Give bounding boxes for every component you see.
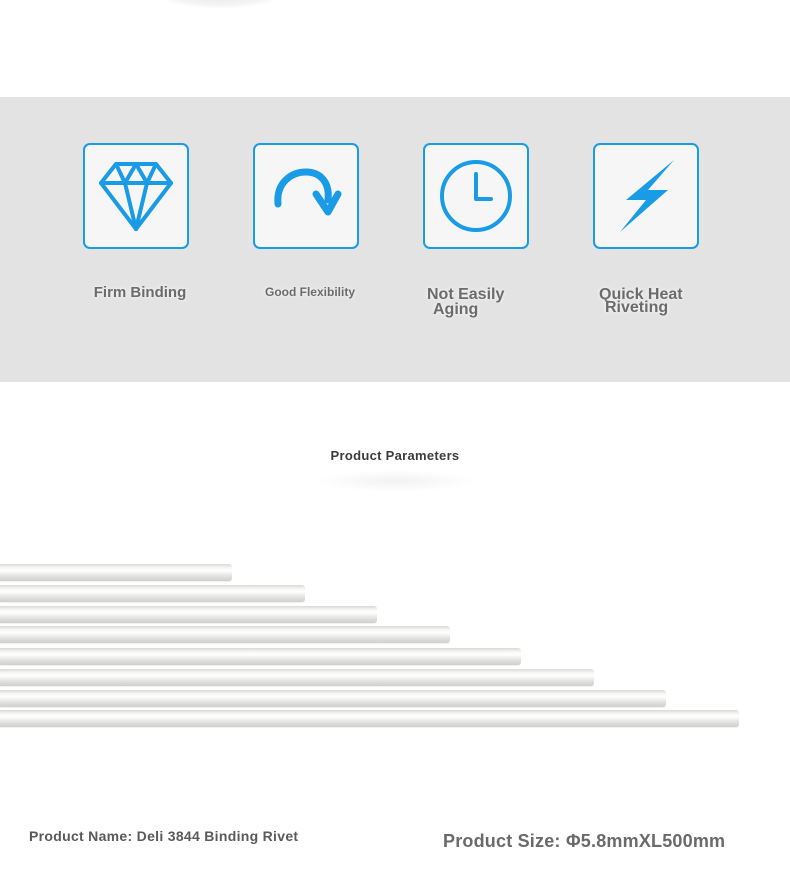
rivet-rod (0, 564, 232, 581)
title-glow (316, 470, 476, 492)
rivet-rod (0, 585, 305, 602)
redo-arrow-icon (270, 166, 342, 226)
feature-label: Quick Heat Riveting (599, 286, 683, 316)
product-image-remnant (160, 0, 280, 8)
feature-icon-box (423, 143, 529, 249)
feature-label: Not Easily Aging (427, 286, 505, 318)
feature-icon-box (83, 143, 189, 249)
rivet-rod (0, 669, 594, 686)
section-title: Product Parameters (330, 448, 460, 463)
rivet-rod (0, 606, 377, 623)
lightning-icon (616, 158, 676, 234)
feature-icon-box (593, 143, 699, 249)
clock-icon (438, 158, 514, 234)
feature-band (0, 97, 790, 382)
diamond-icon (97, 159, 175, 233)
product-size: Product Size: Φ5.8mmXL500mm (443, 831, 726, 851)
rivet-rod (0, 710, 739, 727)
feature-icon-box (253, 143, 359, 249)
rivet-rod (0, 648, 521, 665)
product-name: Product Name: Deli 3844 Binding Rivet (29, 828, 299, 844)
rivet-rod (0, 690, 666, 707)
feature-label: Firm Binding (93, 284, 187, 301)
rivet-rod (0, 626, 450, 643)
feature-label: Good Flexibility (264, 285, 355, 299)
